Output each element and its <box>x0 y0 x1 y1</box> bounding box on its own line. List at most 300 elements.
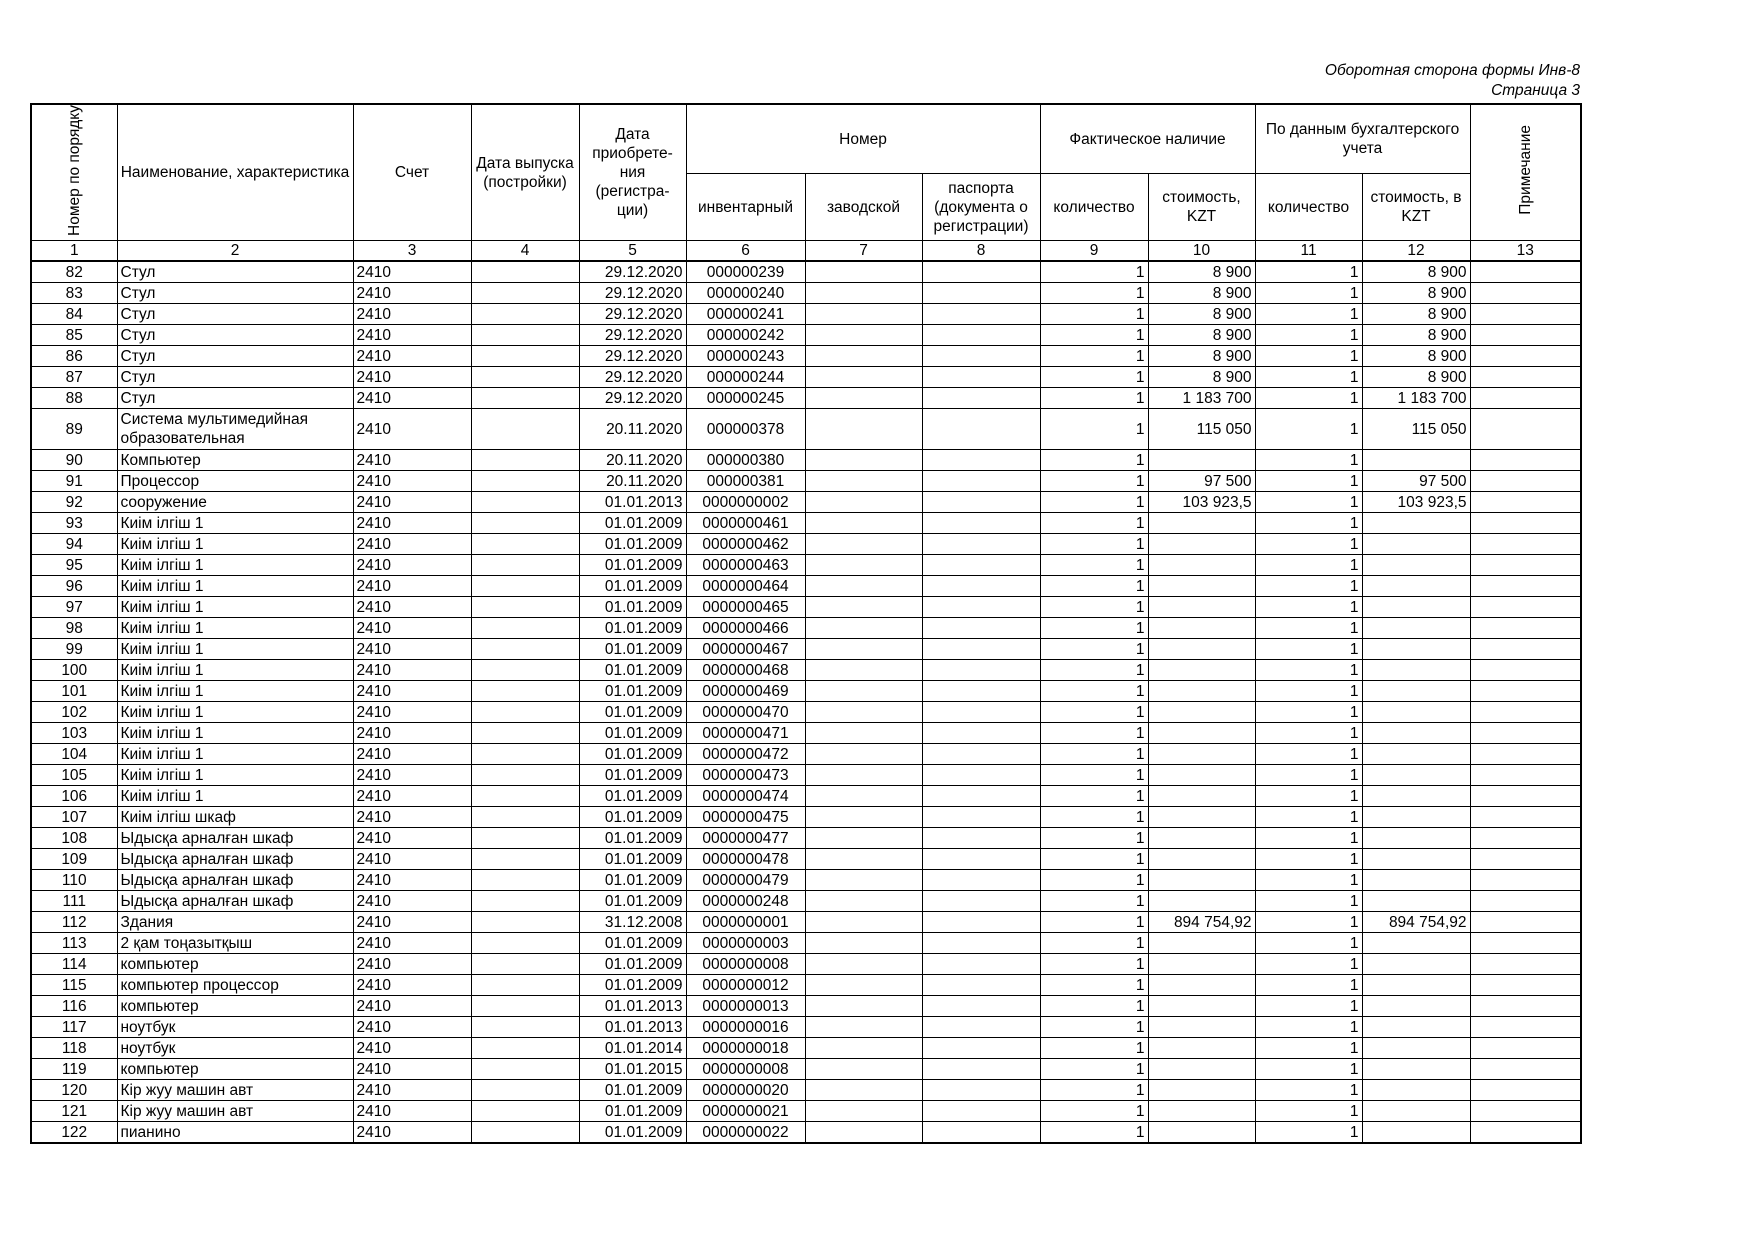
cell-actual-qty: 1 <box>1040 639 1148 660</box>
cell-book-qty: 1 <box>1255 723 1362 744</box>
table-row <box>31 681 1581 702</box>
table-row <box>31 828 1581 849</box>
cell-acquired-date: 01.01.2009 <box>579 807 686 828</box>
cell-account: 2410 <box>353 702 471 723</box>
cell-factory-number <box>805 849 922 870</box>
table-row <box>31 346 1581 367</box>
cell-passport-number <box>922 786 1040 807</box>
cell-actual-cost <box>1148 807 1255 828</box>
cell-passport-number <box>922 576 1040 597</box>
cell-factory-number <box>805 325 922 346</box>
cell-book-cost: 115 050 <box>1362 409 1470 450</box>
cell-row-number: 98 <box>31 618 117 639</box>
cell-note <box>1470 513 1581 534</box>
cell-item-name: Киім ілгіш 1 <box>117 765 353 786</box>
cell-release-date <box>471 450 579 471</box>
table-row <box>31 849 1581 870</box>
cell-book-qty: 1 <box>1255 597 1362 618</box>
cell-factory-number <box>805 1038 922 1059</box>
cell-actual-cost <box>1148 744 1255 765</box>
cell-book-qty: 1 <box>1255 492 1362 513</box>
cell-item-name: Киім ілгіш 1 <box>117 555 353 576</box>
cell-book-qty: 1 <box>1255 618 1362 639</box>
cell-release-date <box>471 261 579 283</box>
cell-item-name: Киім ілгіш 1 <box>117 639 353 660</box>
cell-note <box>1470 576 1581 597</box>
cell-item-name: Кір жуу машин авт <box>117 1101 353 1122</box>
cell-book-qty: 1 <box>1255 975 1362 996</box>
table-row <box>31 471 1581 492</box>
cell-actual-qty: 1 <box>1040 513 1148 534</box>
cell-account: 2410 <box>353 555 471 576</box>
cell-passport-number <box>922 1122 1040 1144</box>
cell-inventory-number: 0000000472 <box>686 744 805 765</box>
cell-account: 2410 <box>353 1101 471 1122</box>
cell-note <box>1470 786 1581 807</box>
cell-book-cost: 1 183 700 <box>1362 388 1470 409</box>
cell-inventory-number: 0000000018 <box>686 1038 805 1059</box>
cell-factory-number <box>805 1017 922 1038</box>
table-row <box>31 1059 1581 1080</box>
cell-book-cost <box>1362 1101 1470 1122</box>
cell-actual-qty: 1 <box>1040 1080 1148 1101</box>
cell-book-qty: 1 <box>1255 702 1362 723</box>
cell-item-name: компьютер <box>117 954 353 975</box>
cell-actual-cost <box>1148 828 1255 849</box>
cell-row-number: 122 <box>31 1122 117 1144</box>
cell-acquired-date: 01.01.2009 <box>579 513 686 534</box>
cell-release-date <box>471 576 579 597</box>
cell-account: 2410 <box>353 388 471 409</box>
cell-account: 2410 <box>353 513 471 534</box>
cell-actual-cost <box>1148 450 1255 471</box>
cell-factory-number <box>805 681 922 702</box>
cell-inventory-number: 0000000479 <box>686 870 805 891</box>
cell-actual-qty: 1 <box>1040 891 1148 912</box>
cell-book-qty: 1 <box>1255 513 1362 534</box>
table-row <box>31 618 1581 639</box>
cell-inventory-number: 0000000001 <box>686 912 805 933</box>
cell-inventory-number: 000000380 <box>686 450 805 471</box>
cell-note <box>1470 996 1581 1017</box>
table-row <box>31 639 1581 660</box>
cell-actual-qty: 1 <box>1040 723 1148 744</box>
cell-actual-cost <box>1148 891 1255 912</box>
cell-book-qty: 1 <box>1255 891 1362 912</box>
cell-row-number: 121 <box>31 1101 117 1122</box>
cell-item-name: Здания <box>117 912 353 933</box>
cell-factory-number <box>805 346 922 367</box>
cell-release-date <box>471 744 579 765</box>
cell-actual-cost <box>1148 1059 1255 1080</box>
cell-note <box>1470 849 1581 870</box>
cell-acquired-date: 01.01.2009 <box>579 702 686 723</box>
cell-actual-cost: 8 900 <box>1148 304 1255 325</box>
cell-row-number: 117 <box>31 1017 117 1038</box>
table-row <box>31 1080 1581 1101</box>
cell-acquired-date: 01.01.2009 <box>579 1101 686 1122</box>
cell-inventory-number: 0000000248 <box>686 891 805 912</box>
cell-note <box>1470 471 1581 492</box>
cell-inventory-number: 0000000008 <box>686 1059 805 1080</box>
cell-actual-qty: 1 <box>1040 618 1148 639</box>
col-book-qty-header: количество <box>1255 174 1362 241</box>
cell-book-qty: 1 <box>1255 996 1362 1017</box>
cell-acquired-date: 29.12.2020 <box>579 367 686 388</box>
cell-item-name: Кір жуу машин авт <box>117 1080 353 1101</box>
cell-actual-cost <box>1148 996 1255 1017</box>
cell-passport-number <box>922 304 1040 325</box>
cell-item-name: Стул <box>117 283 353 304</box>
cell-account: 2410 <box>353 304 471 325</box>
column-number: 4 <box>471 241 579 262</box>
cell-note <box>1470 304 1581 325</box>
cell-actual-qty: 1 <box>1040 1101 1148 1122</box>
cell-row-number: 92 <box>31 492 117 513</box>
col-book-group-header: По данным бухгалтерского учета <box>1255 104 1470 174</box>
cell-actual-qty: 1 <box>1040 954 1148 975</box>
cell-passport-number <box>922 933 1040 954</box>
cell-inventory-number: 0000000016 <box>686 1017 805 1038</box>
cell-factory-number <box>805 283 922 304</box>
table-row <box>31 555 1581 576</box>
cell-release-date <box>471 870 579 891</box>
cell-actual-cost <box>1148 513 1255 534</box>
cell-actual-cost <box>1148 534 1255 555</box>
cell-actual-qty: 1 <box>1040 471 1148 492</box>
cell-note <box>1470 346 1581 367</box>
cell-acquired-date: 01.01.2009 <box>579 891 686 912</box>
cell-acquired-date: 31.12.2008 <box>579 912 686 933</box>
cell-row-number: 88 <box>31 388 117 409</box>
cell-actual-cost <box>1148 933 1255 954</box>
cell-release-date <box>471 409 579 450</box>
cell-release-date <box>471 681 579 702</box>
cell-account: 2410 <box>353 954 471 975</box>
cell-note <box>1470 639 1581 660</box>
cell-inventory-number: 0000000471 <box>686 723 805 744</box>
cell-acquired-date: 01.01.2009 <box>579 975 686 996</box>
cell-account: 2410 <box>353 534 471 555</box>
cell-book-qty: 1 <box>1255 786 1362 807</box>
table-row <box>31 283 1581 304</box>
cell-factory-number <box>805 786 922 807</box>
cell-account: 2410 <box>353 1080 471 1101</box>
cell-release-date <box>471 597 579 618</box>
cell-factory-number <box>805 450 922 471</box>
table-row <box>31 534 1581 555</box>
cell-inventory-number: 0000000013 <box>686 996 805 1017</box>
cell-note <box>1470 492 1581 513</box>
cell-acquired-date: 01.01.2009 <box>579 576 686 597</box>
table-row <box>31 1017 1581 1038</box>
cell-release-date <box>471 1059 579 1080</box>
cell-actual-cost <box>1148 1038 1255 1059</box>
table-row <box>31 388 1581 409</box>
cell-account: 2410 <box>353 765 471 786</box>
cell-note <box>1470 870 1581 891</box>
cell-release-date <box>471 1122 579 1144</box>
cell-actual-qty: 1 <box>1040 765 1148 786</box>
cell-item-name: Система мультимедийная образовательная <box>117 409 353 450</box>
cell-book-qty: 1 <box>1255 1080 1362 1101</box>
cell-account: 2410 <box>353 807 471 828</box>
table-row <box>31 450 1581 471</box>
cell-acquired-date: 01.01.2009 <box>579 660 686 681</box>
cell-book-cost <box>1362 639 1470 660</box>
cell-account: 2410 <box>353 870 471 891</box>
cell-item-name: Киім ілгіш шкаф <box>117 807 353 828</box>
cell-passport-number <box>922 450 1040 471</box>
cell-row-number: 87 <box>31 367 117 388</box>
cell-inventory-number: 000000242 <box>686 325 805 346</box>
cell-note <box>1470 891 1581 912</box>
cell-inventory-number: 0000000462 <box>686 534 805 555</box>
cell-row-number: 119 <box>31 1059 117 1080</box>
cell-release-date <box>471 492 579 513</box>
cell-item-name: Киім ілгіш 1 <box>117 786 353 807</box>
cell-note <box>1470 388 1581 409</box>
cell-acquired-date: 01.01.2009 <box>579 1122 686 1144</box>
cell-passport-number <box>922 996 1040 1017</box>
cell-note <box>1470 1122 1581 1144</box>
cell-book-cost: 8 900 <box>1362 283 1470 304</box>
cell-passport-number <box>922 618 1040 639</box>
cell-factory-number <box>805 304 922 325</box>
cell-inventory-number: 000000245 <box>686 388 805 409</box>
cell-inventory-number: 0000000022 <box>686 1122 805 1144</box>
cell-row-number: 114 <box>31 954 117 975</box>
cell-item-name: Ыдысқа арналған шкаф <box>117 870 353 891</box>
cell-book-cost: 103 923,5 <box>1362 492 1470 513</box>
table-row <box>31 786 1581 807</box>
cell-book-qty: 1 <box>1255 388 1362 409</box>
cell-item-name: Киім ілгіш 1 <box>117 723 353 744</box>
cell-row-number: 108 <box>31 828 117 849</box>
cell-actual-qty: 1 <box>1040 786 1148 807</box>
cell-actual-qty: 1 <box>1040 597 1148 618</box>
cell-passport-number <box>922 597 1040 618</box>
cell-account: 2410 <box>353 471 471 492</box>
cell-book-qty: 1 <box>1255 870 1362 891</box>
cell-actual-qty: 1 <box>1040 870 1148 891</box>
cell-acquired-date: 20.11.2020 <box>579 409 686 450</box>
cell-item-name: компьютер процессор <box>117 975 353 996</box>
cell-inventory-number: 0000000470 <box>686 702 805 723</box>
cell-actual-cost <box>1148 639 1255 660</box>
cell-book-cost <box>1362 996 1470 1017</box>
cell-actual-cost: 1 183 700 <box>1148 388 1255 409</box>
cell-account: 2410 <box>353 933 471 954</box>
cell-item-name: Киім ілгіш 1 <box>117 597 353 618</box>
cell-row-number: 107 <box>31 807 117 828</box>
cell-factory-number <box>805 409 922 450</box>
table-row <box>31 744 1581 765</box>
cell-row-number: 113 <box>31 933 117 954</box>
cell-passport-number <box>922 807 1040 828</box>
cell-account: 2410 <box>353 346 471 367</box>
col-num-header: Номер по порядку <box>31 104 117 241</box>
cell-release-date <box>471 346 579 367</box>
cell-acquired-date: 01.01.2009 <box>579 555 686 576</box>
cell-factory-number <box>805 702 922 723</box>
cell-factory-number <box>805 576 922 597</box>
cell-actual-qty: 1 <box>1040 325 1148 346</box>
cell-item-name: Киім ілгіш 1 <box>117 681 353 702</box>
table-row <box>31 576 1581 597</box>
cell-passport-number <box>922 723 1040 744</box>
cell-note <box>1470 1080 1581 1101</box>
cell-item-name: ноутбук <box>117 1038 353 1059</box>
cell-actual-cost <box>1148 723 1255 744</box>
cell-acquired-date: 01.01.2009 <box>579 744 686 765</box>
cell-acquired-date: 20.11.2020 <box>579 471 686 492</box>
table-row <box>31 325 1581 346</box>
cell-acquired-date: 01.01.2013 <box>579 1017 686 1038</box>
cell-inventory-number: 000000240 <box>686 283 805 304</box>
col-passport-header: паспорта (документа о регистрации) <box>922 174 1040 241</box>
cell-passport-number <box>922 388 1040 409</box>
cell-acquired-date: 01.01.2009 <box>579 786 686 807</box>
cell-inventory-number: 0000000466 <box>686 618 805 639</box>
table-row <box>31 912 1581 933</box>
cell-book-qty: 1 <box>1255 639 1362 660</box>
cell-inventory-number: 0000000467 <box>686 639 805 660</box>
cell-book-qty: 1 <box>1255 1017 1362 1038</box>
cell-actual-qty: 1 <box>1040 1059 1148 1080</box>
cell-release-date <box>471 828 579 849</box>
cell-passport-number <box>922 891 1040 912</box>
cell-release-date <box>471 618 579 639</box>
cell-book-qty: 1 <box>1255 409 1362 450</box>
cell-actual-cost <box>1148 849 1255 870</box>
cell-book-cost: 97 500 <box>1362 471 1470 492</box>
cell-actual-cost: 8 900 <box>1148 346 1255 367</box>
cell-item-name: 2 қам тоңазытқыш <box>117 933 353 954</box>
cell-acquired-date: 01.01.2009 <box>579 597 686 618</box>
cell-book-qty: 1 <box>1255 261 1362 283</box>
cell-note <box>1470 261 1581 283</box>
cell-release-date <box>471 807 579 828</box>
cell-actual-cost <box>1148 1017 1255 1038</box>
cell-release-date <box>471 996 579 1017</box>
cell-factory-number <box>805 555 922 576</box>
cell-account: 2410 <box>353 891 471 912</box>
cell-item-name: сооружение <box>117 492 353 513</box>
cell-inventory-number: 0000000465 <box>686 597 805 618</box>
cell-inventory-number: 0000000464 <box>686 576 805 597</box>
column-number: 13 <box>1470 241 1581 262</box>
cell-item-name: компьютер <box>117 1059 353 1080</box>
cell-item-name: Киім ілгіш 1 <box>117 534 353 555</box>
cell-actual-qty: 1 <box>1040 681 1148 702</box>
cell-account: 2410 <box>353 975 471 996</box>
table-body <box>31 261 1581 1143</box>
cell-book-cost: 8 900 <box>1362 367 1470 388</box>
cell-book-cost <box>1362 870 1470 891</box>
cell-book-qty: 1 <box>1255 660 1362 681</box>
cell-acquired-date: 01.01.2013 <box>579 996 686 1017</box>
cell-book-qty: 1 <box>1255 1038 1362 1059</box>
cell-note <box>1470 1059 1581 1080</box>
cell-book-cost <box>1362 660 1470 681</box>
column-number: 10 <box>1148 241 1255 262</box>
cell-account: 2410 <box>353 1038 471 1059</box>
cell-inventory-number: 000000239 <box>686 261 805 283</box>
cell-actual-qty: 1 <box>1040 807 1148 828</box>
cell-factory-number <box>805 1059 922 1080</box>
table-row <box>31 1122 1581 1144</box>
cell-row-number: 116 <box>31 996 117 1017</box>
column-number: 2 <box>117 241 353 262</box>
cell-actual-qty: 1 <box>1040 660 1148 681</box>
cell-book-cost <box>1362 891 1470 912</box>
cell-actual-cost: 894 754,92 <box>1148 912 1255 933</box>
cell-note <box>1470 660 1581 681</box>
cell-release-date <box>471 388 579 409</box>
cell-factory-number <box>805 471 922 492</box>
cell-acquired-date: 01.01.2009 <box>579 618 686 639</box>
cell-factory-number <box>805 513 922 534</box>
cell-factory-number <box>805 870 922 891</box>
cell-acquired-date: 01.01.2009 <box>579 723 686 744</box>
cell-book-cost <box>1362 513 1470 534</box>
cell-book-cost <box>1362 1059 1470 1080</box>
cell-account: 2410 <box>353 492 471 513</box>
cell-book-cost <box>1362 933 1470 954</box>
cell-factory-number <box>805 660 922 681</box>
cell-actual-qty: 1 <box>1040 492 1148 513</box>
cell-actual-cost <box>1148 681 1255 702</box>
cell-item-name: Ыдысқа арналған шкаф <box>117 828 353 849</box>
cell-row-number: 115 <box>31 975 117 996</box>
cell-note <box>1470 933 1581 954</box>
cell-account: 2410 <box>353 639 471 660</box>
cell-note <box>1470 283 1581 304</box>
cell-account: 2410 <box>353 283 471 304</box>
cell-actual-cost <box>1148 954 1255 975</box>
cell-note <box>1470 807 1581 828</box>
cell-book-cost <box>1362 597 1470 618</box>
cell-actual-cost: 8 900 <box>1148 283 1255 304</box>
cell-actual-qty: 1 <box>1040 1122 1148 1144</box>
cell-inventory-number: 000000244 <box>686 367 805 388</box>
cell-row-number: 90 <box>31 450 117 471</box>
cell-passport-number <box>922 555 1040 576</box>
cell-row-number: 84 <box>31 304 117 325</box>
cell-book-cost <box>1362 681 1470 702</box>
cell-book-qty: 1 <box>1255 471 1362 492</box>
cell-account: 2410 <box>353 912 471 933</box>
cell-book-cost <box>1362 975 1470 996</box>
cell-acquired-date: 01.01.2009 <box>579 1080 686 1101</box>
cell-actual-cost <box>1148 1122 1255 1144</box>
cell-release-date <box>471 639 579 660</box>
cell-book-cost <box>1362 1080 1470 1101</box>
cell-release-date <box>471 765 579 786</box>
cell-book-qty: 1 <box>1255 765 1362 786</box>
cell-book-cost <box>1362 555 1470 576</box>
cell-row-number: 91 <box>31 471 117 492</box>
cell-passport-number <box>922 1017 1040 1038</box>
cell-actual-qty: 1 <box>1040 283 1148 304</box>
cell-passport-number <box>922 409 1040 450</box>
col-note-header: Примечание <box>1470 104 1581 241</box>
cell-release-date <box>471 849 579 870</box>
cell-factory-number <box>805 723 922 744</box>
table-row <box>31 367 1581 388</box>
cell-account: 2410 <box>353 681 471 702</box>
